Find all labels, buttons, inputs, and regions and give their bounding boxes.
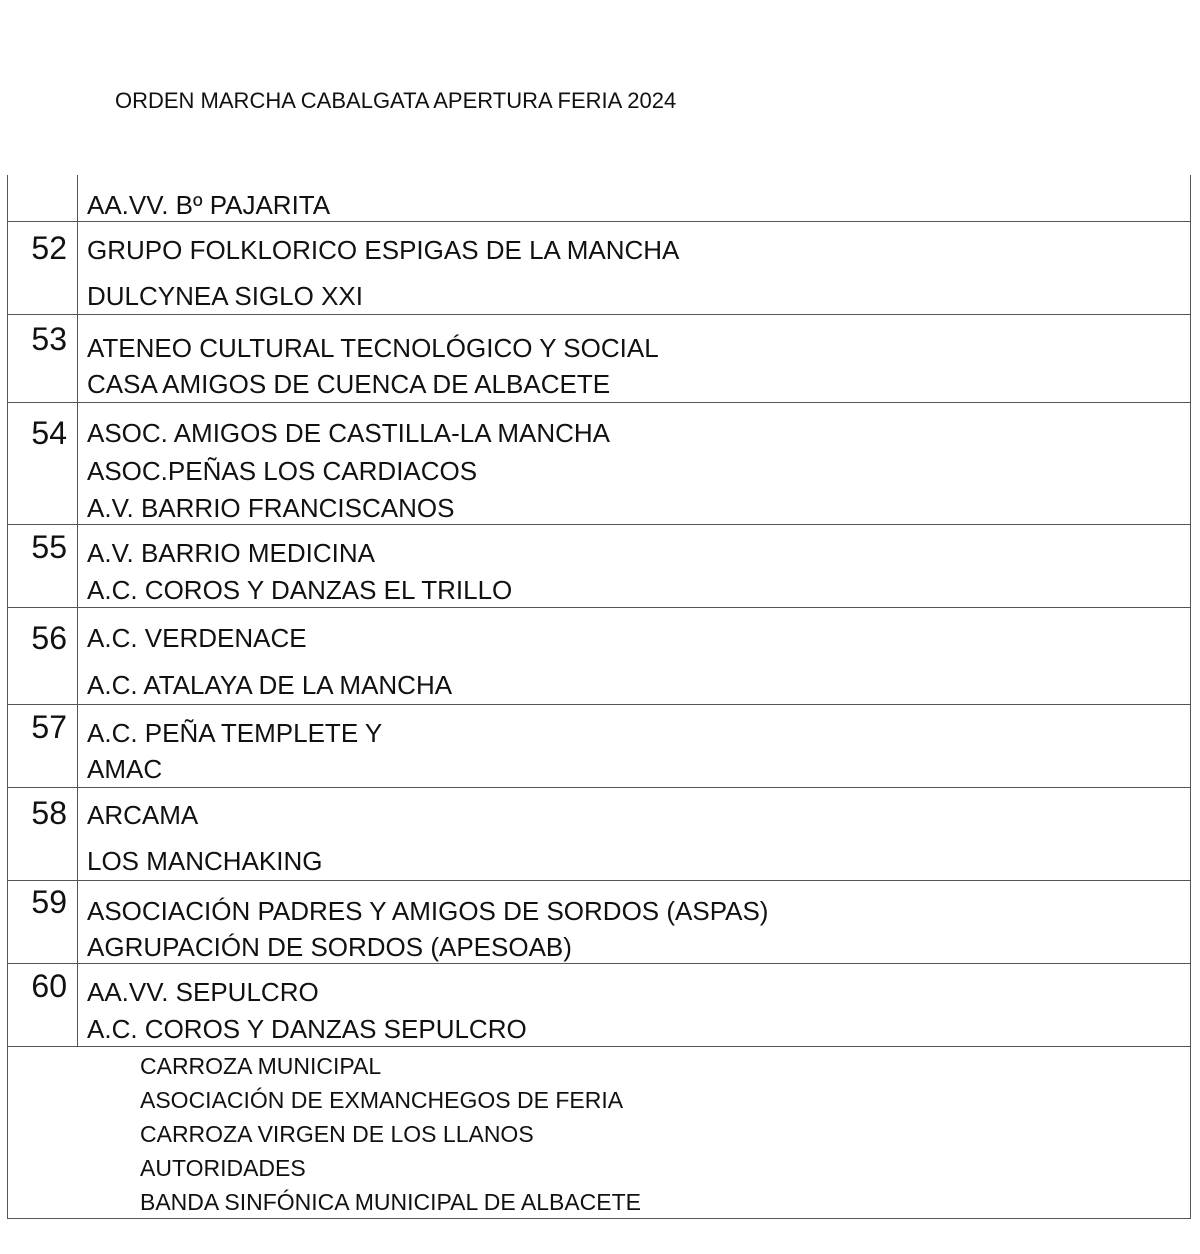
participant-name: A.C. PEÑA TEMPLETE Y (87, 718, 383, 748)
closing-entries-row (8, 1047, 1190, 1218)
participant-name: GRUPO FOLKLORICO ESPIGAS DE LA MANCHA (87, 235, 680, 265)
row-number: 52 (31, 230, 67, 266)
row-number: 53 (31, 321, 67, 357)
row-number-cell (8, 608, 78, 704)
row-number-cell (8, 403, 78, 524)
table-row (8, 705, 1190, 788)
row-entries-cell (78, 705, 1190, 787)
row-entries-cell (78, 881, 1190, 963)
row-entries-cell (78, 175, 1190, 221)
participant-name: CASA AMIGOS DE CUENCA DE ALBACETE (87, 369, 611, 399)
closing-entry: CARROZA VIRGEN DE LOS LLANOS (140, 1121, 534, 1147)
row-number-cell (8, 881, 78, 963)
row-entries-cell (78, 315, 1190, 402)
table-row (8, 788, 1190, 881)
table-row (8, 222, 1190, 315)
closing-entry: ASOCIACIÓN DE EXMANCHEGOS DE FERIA (140, 1087, 624, 1113)
table-row (8, 608, 1190, 705)
row-entries-cell (78, 222, 1190, 314)
row-entries-cell (78, 608, 1190, 704)
table-row (8, 525, 1190, 608)
closing-entry: BANDA SINFÓNICA MUNICIPAL DE ALBACETE (140, 1189, 642, 1215)
row-number: 54 (31, 415, 67, 451)
participant-name: AGRUPACIÓN DE SORDOS (APESOAB) (87, 932, 572, 962)
row-number-cell (8, 175, 78, 221)
participant-name: A.V. BARRIO FRANCISCANOS (87, 493, 455, 523)
row-entries-cell (78, 788, 1190, 880)
participant-name: AA.VV. Bº PAJARITA (87, 190, 331, 220)
closing-entry: CARROZA MUNICIPAL (140, 1053, 382, 1079)
row-number-cell (8, 964, 78, 1046)
row-number: 57 (31, 709, 67, 745)
row-number: 59 (31, 884, 67, 920)
participant-name: ASOC. AMIGOS DE CASTILLA-LA MANCHA (87, 418, 611, 448)
participant-name: A.C. COROS Y DANZAS EL TRILLO (87, 575, 513, 605)
participant-name: ASOC.PEÑAS LOS CARDIACOS (87, 456, 478, 486)
participant-name: A.C. VERDENACE (87, 623, 307, 653)
participant-name: DULCYNEA SIGLO XXI (87, 281, 363, 311)
row-number-cell (8, 788, 78, 880)
row-entries-cell (78, 403, 1190, 524)
closing-entry: AUTORIDADES (140, 1155, 306, 1181)
row-number: 55 (31, 529, 67, 565)
row-entries-cell (78, 964, 1190, 1046)
participant-name: ASOCIACIÓN PADRES Y AMIGOS DE SORDOS (ASPAS) (87, 896, 769, 926)
row-number: 58 (31, 795, 67, 831)
participant-name: A.V. BARRIO MEDICINA (87, 538, 375, 568)
participant-name: ARCAMA (87, 800, 199, 830)
row-number-cell (8, 525, 78, 607)
table-row (8, 881, 1190, 964)
row-number-cell (8, 705, 78, 787)
parade-order-table (7, 175, 1191, 1219)
participant-name: AMAC (87, 754, 163, 784)
table-row (8, 315, 1190, 403)
participant-name: LOS MANCHAKING (87, 846, 323, 876)
participant-name: A.C. COROS Y DANZAS SEPULCRO (87, 1014, 527, 1044)
table-row (8, 964, 1190, 1047)
row-entries-cell (78, 525, 1190, 607)
participant-name: AA.VV. SEPULCRO (87, 977, 319, 1007)
row-number-cell (8, 222, 78, 314)
table-row (8, 175, 1190, 222)
participant-name: A.C. ATALAYA DE LA MANCHA (87, 670, 453, 700)
row-number: 60 (31, 968, 67, 1004)
row-number-cell (8, 315, 78, 402)
participant-name: ATENEO CULTURAL TECNOLÓGICO Y SOCIAL (87, 333, 659, 363)
closing-entries-cell (8, 1047, 1190, 1218)
table-row (8, 403, 1190, 525)
document-title: ORDEN MARCHA CABALGATA APERTURA FERIA 2024 (115, 88, 677, 113)
row-number: 56 (31, 620, 67, 656)
